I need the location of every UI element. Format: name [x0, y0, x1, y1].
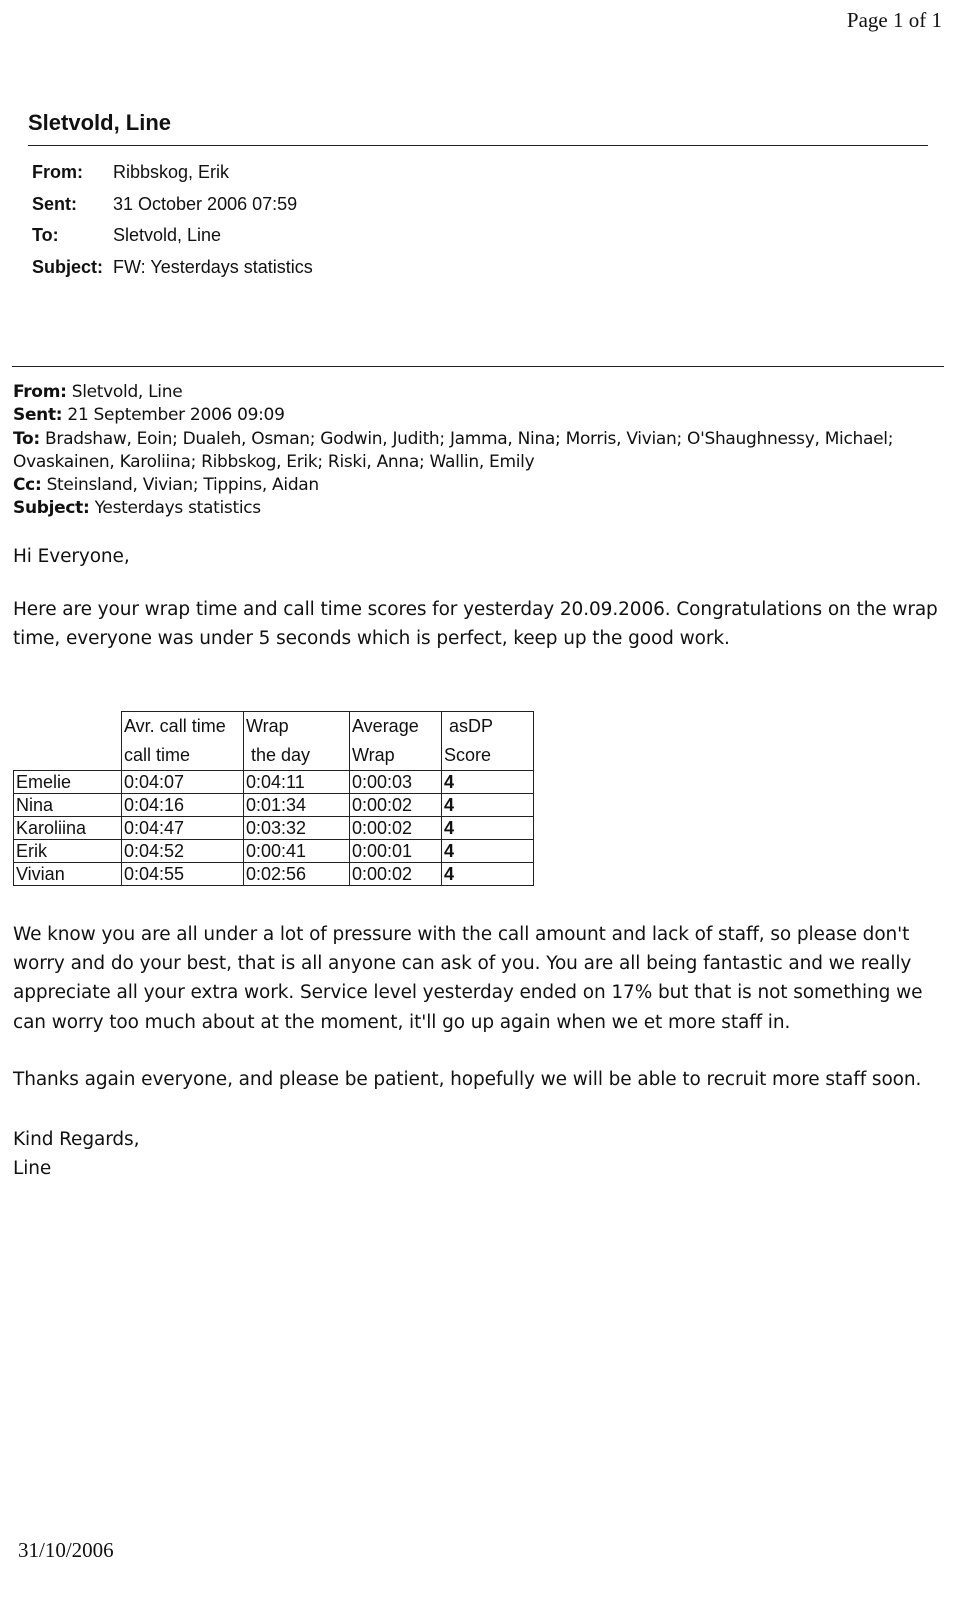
outer-sent-row	[32, 194, 313, 226]
row-wrap-day: 0:00:41	[244, 840, 350, 863]
outer-sent-label: Sent:	[32, 193, 77, 214]
row-average-wrap: 0:00:02	[350, 794, 442, 817]
table-row	[14, 771, 534, 794]
row-call-time: 0:04:47	[122, 817, 244, 840]
inner-sent-label: Sent:	[13, 405, 63, 426]
inner-cc-row	[13, 474, 953, 497]
row-wrap-day: 0:04:11	[244, 771, 350, 794]
forward-divider	[12, 366, 944, 367]
inner-sent-row	[13, 404, 953, 427]
inner-subject-row	[13, 497, 953, 520]
row-name: Vivian	[14, 863, 122, 886]
row-average-wrap: 0:00:03	[350, 771, 442, 794]
stats-header-row	[14, 712, 534, 771]
row-wrap-day: 0:01:34	[244, 794, 350, 817]
outer-to-row	[32, 225, 313, 257]
row-average-wrap: 0:00:02	[350, 863, 442, 886]
table-row	[14, 794, 534, 817]
footer-date: 31/10/2006	[18, 1538, 114, 1562]
inner-subject-value: Yesterdays statistics	[94, 498, 261, 519]
row-call-time: 0:04:52	[122, 840, 244, 863]
inner-cc-label: Cc:	[13, 475, 42, 496]
row-name: Karoliina	[14, 817, 122, 840]
header-score: asDP Score	[442, 712, 534, 771]
outer-subject-value: FW: Yesterdays statistics	[113, 256, 313, 277]
inner-to-label: To:	[13, 428, 40, 449]
inner-cc-value: Steinsland, Vivian; Tippins, Aidan	[46, 475, 319, 496]
header-average-wrap: Average Wrap	[350, 712, 442, 771]
row-call-time: 0:04:07	[122, 771, 244, 794]
pressure-paragraph: We know you are all under a lot of pressure with the call amount and lack of staff, so please don't worry and do your best, that is all anyone can ask of you. You are all being fantastic and we really appreciate all your extra work. Service level yesterday ended on 17% but that is not something we can worry too much about at the moment, it'll go up again when we et more staff in.	[13, 924, 923, 1033]
intro-paragraph: Here are your wrap time and call time scores for yesterday 20.09.2006. Congratulations on the wrap time, everyone was under 5 seconds which is perfect, keep up the good work.	[13, 599, 938, 650]
inner-email-header	[13, 381, 953, 521]
outer-subject-row	[32, 257, 313, 289]
outer-subject-label: Subject:	[32, 256, 104, 277]
outer-email-header	[32, 162, 313, 288]
row-score: 4	[442, 817, 534, 840]
stats-table	[13, 711, 534, 886]
outer-from-row	[32, 162, 313, 194]
row-name: Emelie	[14, 771, 122, 794]
closing: Kind Regards,	[13, 1129, 140, 1150]
page-number: Page 1 of 1	[846, 8, 942, 32]
header-divider	[28, 145, 928, 146]
greeting: Hi Everyone,	[13, 546, 130, 567]
row-score: 4	[442, 771, 534, 794]
inner-subject-label: Subject:	[13, 498, 90, 519]
header-call-time: Avr. call time call time	[122, 712, 244, 771]
row-call-time: 0:04:16	[122, 794, 244, 817]
thanks-paragraph: Thanks again everyone, and please be patient, hopefully we will be able to recruit more staff soon.	[13, 1069, 922, 1090]
row-wrap-day: 0:02:56	[244, 863, 350, 886]
row-score: 4	[442, 840, 534, 863]
row-call-time: 0:04:55	[122, 863, 244, 886]
mailbox-title: Sletvold, Line	[28, 110, 172, 135]
outer-to-label: To:	[32, 225, 59, 245]
row-average-wrap: 0:00:02	[350, 817, 442, 840]
table-row	[14, 863, 534, 886]
row-average-wrap: 0:00:01	[350, 840, 442, 863]
outer-sent-value: 31 October 2006 07:59	[113, 193, 298, 214]
row-score: 4	[442, 863, 534, 886]
header-wrap-day: Wrap the day	[244, 712, 350, 771]
table-row	[14, 840, 534, 863]
outer-to-value: Sletvold, Line	[113, 225, 222, 245]
row-name: Erik	[14, 840, 122, 863]
outer-from-value: Ribbskog, Erik	[113, 162, 230, 182]
inner-sent-value: 21 September 2006 09:09	[67, 405, 285, 426]
inner-from-value: Sletvold, Line	[71, 382, 183, 402]
inner-from-row	[13, 381, 953, 404]
inner-to-value: Bradshaw, Eoin; Dualeh, Osman; Godwin, Judith; Jamma, Nina; Morris, Vivian; O'Shaughnessy, Michael; Ovaskainen, Karoliina; Ribbskog, Erik; Riski, Anna; Wallin, Emily	[13, 428, 894, 472]
signature: Line	[13, 1158, 52, 1179]
inner-to-row	[13, 428, 953, 475]
row-score: 4	[442, 794, 534, 817]
row-name: Nina	[14, 794, 122, 817]
stats-corner-cell	[14, 712, 122, 771]
outer-from-label: From:	[32, 162, 83, 182]
inner-from-label: From:	[13, 382, 67, 402]
row-wrap-day: 0:03:32	[244, 817, 350, 840]
table-row	[14, 817, 534, 840]
